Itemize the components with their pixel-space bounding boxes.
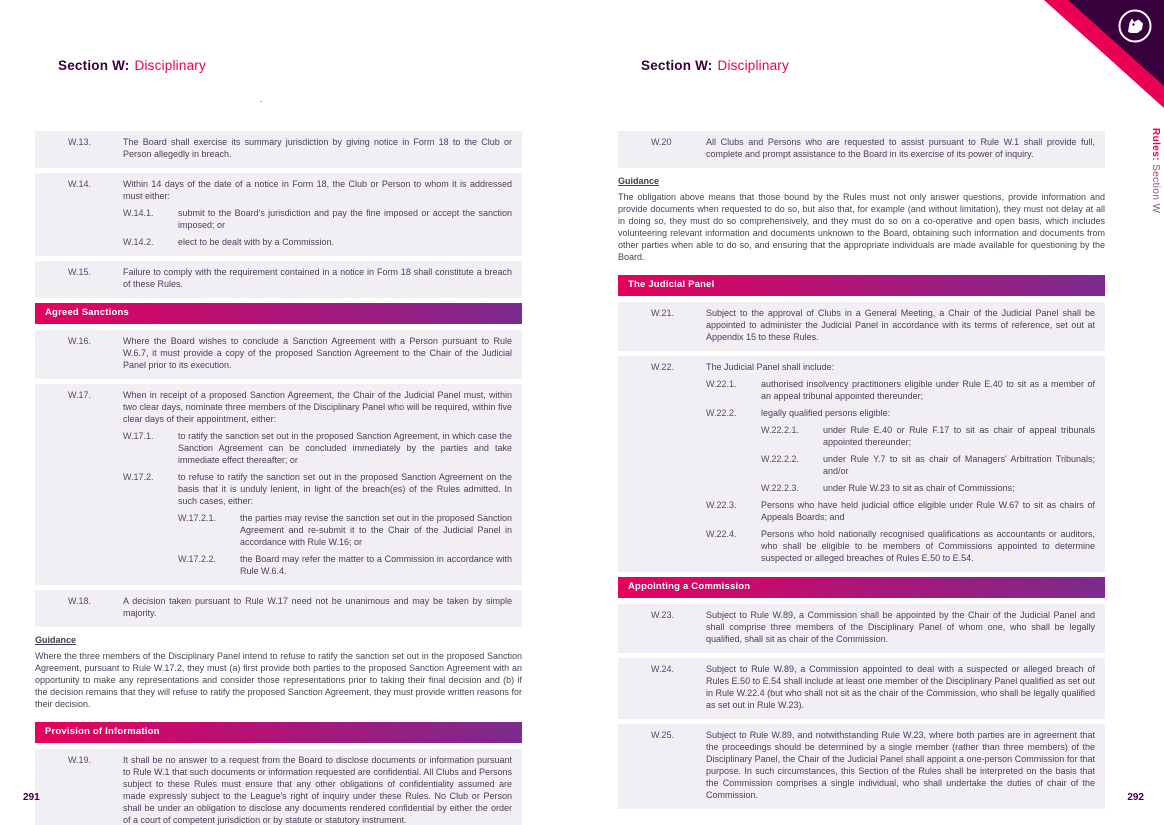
rule-item	[706, 408, 1095, 495]
rule-body	[123, 596, 512, 620]
rule-text: submit to the Board's jurisdiction and pay the fine imposed or accept the sanction imposed; or	[178, 207, 512, 230]
rule-number: W.23.	[651, 610, 675, 621]
rule-text: under Rule E.40 or Rule F.17 to sit as chair of appeal tribunals appointed thereunder;	[823, 425, 1095, 448]
rule-number: W.20	[651, 136, 672, 147]
page-right	[618, 0, 1105, 814]
rule-item	[123, 472, 512, 578]
rule-body	[761, 529, 1095, 565]
rule-number: W.19.	[68, 755, 92, 766]
section-header: The Judicial Panel	[618, 275, 1105, 297]
rule-body	[123, 267, 512, 291]
rule-body	[240, 554, 512, 578]
rule-block	[35, 590, 522, 627]
rule-item	[761, 425, 1095, 449]
guidance-text: Where the three members of the Disciplinary Panel intend to refuse to ratify the sanction set out in the proposed Sanction Agreement, pursuant to Rule W.17.2, they must (a) first provide both parties to the proposed Sanction Agreement with an opportunity to make any representations and consider those representations prior to taking their final decision and (b) if the decision remains that they will refuse to ratify the proposed Sanction Agreement, they must provide written reasons for their decision.	[35, 650, 522, 709]
rule-number: W.14.	[68, 178, 92, 189]
rule-text: It shall be no answer to a request from the Board to disclose documents or information pursuant to Rule W.1 that such documents or information requested are confidential. All Clubs and Persons subject to these Rules must ensure that any other obligations of confidentiality assumed are made expressly subject to the League's right of inquiry under these Rules. No Club or Person shall be under an obligation to disclose any documents rendered confidential by either the order of a court of competent jurisdiction or by statute or statutory instrument.	[123, 755, 512, 825]
rule-item	[68, 755, 512, 825]
rule-item	[761, 454, 1095, 478]
rule-body	[706, 362, 1095, 565]
rule-item	[706, 529, 1095, 565]
rule-item	[706, 500, 1095, 524]
rule-block	[35, 131, 522, 168]
rule-number: W.22.2.	[706, 408, 737, 419]
rule-text: elect to be dealt with by a Commission.	[178, 236, 335, 247]
rule-text: Subject to the approval of Clubs in a General Meeting, a Chair of the Judicial Panel shall be appointed to administer the Judicial Panel in accordance with its terms of reference, set out at Appendix 15 to these Rules.	[706, 308, 1095, 343]
stray-mark: .	[260, 94, 263, 104]
rule-text: Failure to comply with the requirement contained in a notice in Form 18 shall constitute a breach of these Rules.	[123, 266, 512, 289]
rules-column	[618, 131, 1105, 809]
rule-body	[178, 208, 512, 232]
rule-body	[123, 179, 512, 249]
rule-number: W.22.3.	[706, 499, 737, 510]
rule-block	[35, 330, 522, 379]
side-tab-section-label: Section W	[1150, 160, 1161, 214]
rule-number: W.15.	[68, 266, 92, 277]
rule-text: Where the Board wishes to conclude a Sanction Agreement with a Person pursuant to Rule W.6.7, it must provide a copy of the proposed Sanction Agreement to the Chair of the Judicial Panel prior to its execution.	[123, 336, 512, 371]
guidance-label: Guidance	[618, 175, 660, 186]
rule-number: W.22.4.	[706, 528, 737, 539]
rule-text: the parties may revise the sanction set out in the proposed Sanction Agreement and re-submit it to the Chair of the Judicial Panel in accordance with Rule W.16; or	[240, 512, 512, 547]
rule-number: W.13.	[68, 136, 92, 147]
page-number: 292	[1127, 792, 1144, 803]
rule-body	[823, 454, 1095, 478]
rule-item	[651, 308, 1095, 344]
rule-body	[823, 483, 1095, 495]
rule-block	[35, 384, 522, 585]
page-number: 291	[23, 792, 40, 803]
guidance-text: The obligation above means that those bound by the Rules must not only answer questions, provide information and provide documents when requested to do so, but also that, for example (and without limitation), they must not delay at all in doing so, they must do so comprehensively, and they must do so on a co-operative and open basis, which includes volunteering relevant information and documents unknown to the Board, obtaining such information and documents from other parties when able to do so, and ensuring that the appropriate individuals are made available for questioning by the Board.	[618, 191, 1105, 262]
rule-text: A decision taken pursuant to Rule W.17 need not be unanimous and may be taken by simple majority.	[123, 595, 512, 618]
rule-text: Within 14 days of the date of a notice in Form 18, the Club or Person to whom it is addressed must either:	[123, 178, 512, 201]
rule-text: Persons who have held judicial office eligible under Rule W.67 to sit as chairs of Appeals Boards; and	[761, 499, 1095, 522]
rule-body	[123, 137, 512, 161]
rule-body	[178, 431, 512, 467]
rule-block	[618, 356, 1105, 572]
rule-text: The Board shall exercise its summary jurisdiction by giving notice in Form 18 to the Club or Person allegedly in breach.	[123, 136, 512, 159]
section-header: Provision of Information	[35, 722, 522, 744]
rule-text: the Board may refer the matter to a Commission in accordance with Rule W.6.4.	[240, 553, 512, 576]
side-tab-rules-label: Rules:	[1150, 128, 1161, 161]
rule-item	[178, 513, 512, 549]
page-title-section: Section W:	[58, 58, 130, 73]
rule-item	[651, 610, 1095, 646]
rule-text: authorised insolvency practitioners eligible under Rule E.40 to sit as a member of an appeal tribunal appointed thereunder;	[761, 379, 1095, 402]
page-title	[641, 57, 1105, 75]
rule-number: W.22.2.1.	[761, 425, 800, 436]
rule-text: Subject to Rule W.89, a Commission shall be appointed by the Chair of the Judicial Panel and shall comprise three members of the Disciplinary Panel of whom one, who shall be legally qualified, shall sit as chair of the Commission.	[706, 610, 1095, 645]
rule-body	[761, 379, 1095, 403]
rule-number: W.17.2.2.	[178, 553, 217, 564]
rule-item	[651, 664, 1095, 712]
rule-text: All Clubs and Persons who are requested to assist pursuant to Rule W.1 shall provide full, complete and prompt assistance to the Board in its exercise of its power of inquiry.	[706, 136, 1095, 159]
rule-text: The Judicial Panel shall include:	[706, 362, 835, 373]
rules-column	[35, 131, 522, 825]
rule-block	[618, 604, 1105, 653]
rule-item	[123, 208, 512, 232]
rule-text: Persons who hold nationally recognised qualifications as accountants or auditors, who shall be eligible to be members of Commissions appointed to determine suspected or alleged breaches of Rules E.50 to E.54.	[761, 528, 1095, 563]
guidance-block	[618, 176, 1105, 264]
section-header: Appointing a Commission	[618, 577, 1105, 599]
rule-item	[123, 431, 512, 467]
rule-body	[761, 408, 1095, 495]
page-title	[58, 57, 522, 75]
rule-body	[761, 500, 1095, 524]
rule-block	[618, 131, 1105, 168]
rule-item	[68, 267, 512, 291]
rule-item	[68, 336, 512, 372]
rule-item	[651, 730, 1095, 802]
rule-item	[761, 483, 1095, 495]
rule-body	[706, 664, 1095, 712]
rule-text: under Rule Y.7 to sit as chair of Managers' Arbitration Tribunals; and/or	[823, 454, 1095, 476]
rule-body	[240, 513, 512, 549]
page-title-topic: Disciplinary	[134, 58, 206, 73]
rule-number: W.14.1.	[123, 207, 154, 218]
rule-item	[68, 137, 512, 161]
page-left	[35, 0, 522, 825]
rule-block	[618, 724, 1105, 809]
rule-number: W.22.	[651, 362, 675, 373]
rule-number: W.21.	[651, 308, 675, 319]
rule-item	[68, 390, 512, 578]
rule-text: Subject to Rule W.89, and notwithstanding Rule W.23, where both parties are in agreement that the proceedings should be determined by a single member (rather than three members) of the Disciplinary Panel, the Chair of the Judicial Panel shall appoint a one-person Commission for that purpose. In such circumstances, this Section of the Rules shall be interpreted on the basis that the Commission comprises a single individual, who shall undertake the duties of chair of the Commission.	[706, 730, 1095, 801]
rule-number: W.25.	[651, 730, 675, 741]
rule-number: W.22.2.2.	[761, 454, 800, 465]
rule-item	[651, 362, 1095, 565]
page-title-section: Section W:	[641, 58, 713, 73]
rule-text: When in receipt of a proposed Sanction Agreement, the Chair of the Judicial Panel must, within two clear days, nominate three members of the Disciplinary Panel who will be required, within five clear days of their appointment, either:	[123, 390, 512, 425]
rule-number: W.17.	[68, 390, 92, 401]
rule-item	[68, 596, 512, 620]
guidance-label: Guidance	[35, 634, 77, 645]
rule-number: W.17.1.	[123, 431, 154, 442]
rule-body	[123, 755, 512, 825]
guidance-block	[35, 635, 522, 711]
rule-item	[178, 554, 512, 578]
rule-block	[35, 261, 522, 298]
rule-body	[178, 237, 512, 249]
rule-number: W.17.2.1.	[178, 512, 217, 523]
premier-league-lion-logo	[1117, 8, 1153, 44]
rule-number: W.16.	[68, 336, 92, 347]
rule-number: W.22.1.	[706, 379, 737, 390]
rule-number: W.24.	[651, 664, 675, 675]
rule-body	[123, 336, 512, 372]
rule-item	[706, 379, 1095, 403]
rule-text: to ratify the sanction set out in the proposed Sanction Agreement, in which case the Sanction Agreement can be concluded immediately by the parties and take immediate effect thereafter; or	[178, 431, 512, 466]
rule-text: under Rule W.23 to sit as chair of Commissions;	[823, 482, 1015, 493]
rule-text: to refuse to ratify the sanction set out in the proposed Sanction Agreement on the basis that it is unduly lenient, in light of the breach(es) of the Rules admitted. In such cases, either:	[178, 472, 512, 506]
rule-body	[823, 425, 1095, 449]
rule-body	[706, 610, 1095, 646]
rule-number: W.18.	[68, 595, 92, 606]
rule-text: Subject to Rule W.89, a Commission appointed to deal with a suspected or alleged breach of Rules E.50 to E.54 shall include at least one member of the Disciplinary Panel qualified as set out in Rule W.22.4 (but who shall not sit as the chair of the Commission, who shall be legally qualified as set out in Rule W.23).	[706, 664, 1095, 711]
rule-text: legally qualified persons eligible:	[761, 408, 891, 419]
rule-item	[123, 237, 512, 249]
rule-item	[651, 137, 1095, 161]
page-title-topic: Disciplinary	[717, 58, 789, 73]
rule-body	[706, 308, 1095, 344]
rule-number: W.17.2.	[123, 472, 154, 483]
section-header: Agreed Sanctions	[35, 303, 522, 325]
rule-body	[706, 730, 1095, 802]
rule-item	[68, 179, 512, 249]
rule-block	[618, 658, 1105, 719]
rule-block	[35, 173, 522, 256]
rule-number: W.14.2.	[123, 236, 154, 247]
rule-block	[35, 749, 522, 825]
rule-body	[123, 390, 512, 578]
rule-block	[618, 302, 1105, 351]
rule-body	[706, 137, 1095, 161]
side-tab-rules-section-w	[1149, 128, 1162, 213]
rule-number: W.22.2.3.	[761, 482, 800, 493]
rule-body	[178, 472, 512, 578]
